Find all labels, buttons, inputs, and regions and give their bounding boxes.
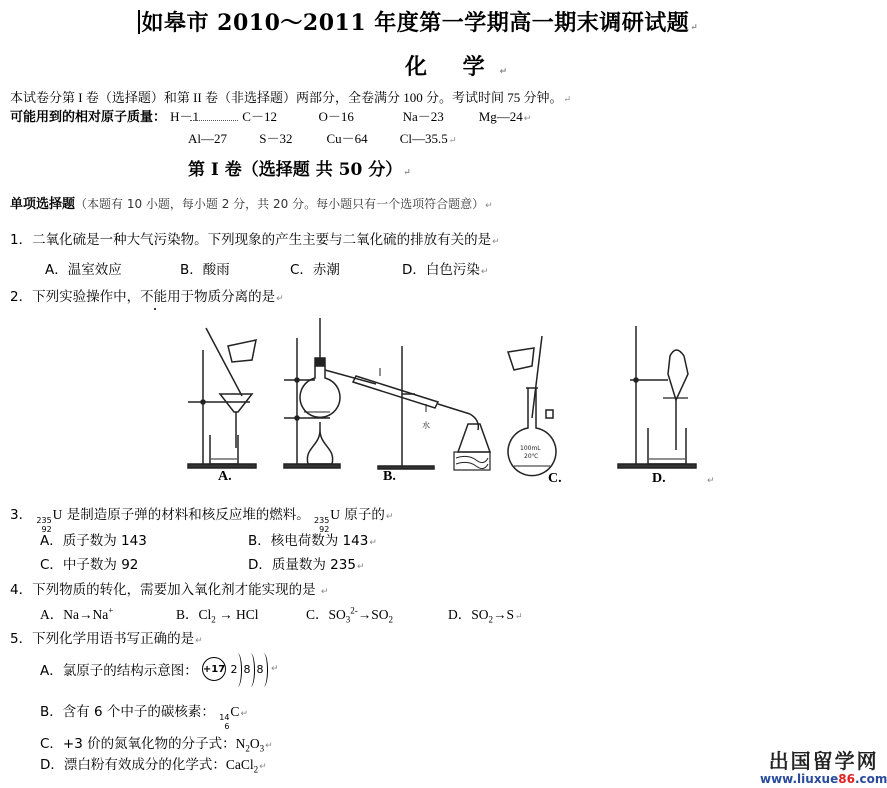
paragraph-mark-icon: ↵	[271, 664, 279, 674]
figure-label-b: B.	[383, 469, 396, 484]
isotope-mass: 14	[219, 713, 230, 722]
option-a-label: A．氯原子的结构示意图：	[40, 663, 198, 679]
paragraph-mark-icon: ↵	[259, 762, 267, 772]
figure-label-c: C.	[548, 471, 562, 486]
option-d: D．白色污染	[402, 262, 480, 278]
isotope-symbol: U	[330, 507, 341, 522]
option-b-label: B．含有 6 个中子的碳核素：	[40, 704, 215, 720]
separatory-funnel-icon	[618, 326, 696, 468]
paragraph-mark-icon: ↵	[320, 587, 329, 597]
question-number: 2．	[10, 289, 33, 305]
isotope-atomic: 6	[224, 722, 230, 731]
option-c-label: C．+3 价的氮氧化物的分子式：	[40, 736, 236, 752]
mass-na: Na－23	[402, 109, 444, 124]
water-label: 水	[422, 421, 430, 430]
paragraph-mark-icon: ↵	[276, 294, 284, 304]
question-2	[10, 285, 284, 305]
paragraph-mark-icon: ↵	[523, 114, 532, 124]
paragraph-mark-icon: ↵	[265, 741, 273, 751]
dotted-underline	[190, 119, 238, 121]
paragraph-mark-icon: ↵	[240, 709, 248, 719]
question-number: 4．	[10, 582, 33, 598]
atomic-masses-row-1	[10, 106, 531, 125]
question-3-options-row-1	[40, 529, 377, 549]
option-b-post: → HCl	[215, 607, 259, 622]
paragraph-mark-icon: ↵	[385, 512, 394, 522]
option-c	[306, 603, 448, 625]
subscript: 2	[253, 764, 259, 775]
section-instruction	[10, 193, 493, 212]
mass-o: O－16	[318, 109, 354, 124]
question-5-option-c	[40, 732, 273, 754]
mass-c: C－12	[242, 109, 277, 124]
mass-h: H－1	[170, 109, 200, 124]
watermark-url	[760, 772, 887, 786]
question-stem-end: 原子的	[344, 507, 385, 523]
paragraph-mark-icon: ↵	[356, 562, 365, 572]
question-stem: 二氧化硫是一种大气污染物。下列现象的产生主要与二氧化硫的排放有关的是	[32, 232, 492, 248]
question-1	[10, 228, 500, 248]
question-5-option-b	[40, 700, 248, 731]
formula-cacl2	[225, 757, 259, 775]
paragraph-mark-icon: ↵	[515, 611, 523, 621]
mass-cl: Cl—35.5	[399, 131, 448, 146]
element: CaCl	[225, 757, 254, 772]
paragraph-mark-icon: ↵	[563, 94, 572, 104]
question-number: 3．	[10, 507, 33, 523]
option-a-text: A．Na→Na	[40, 607, 109, 622]
instruction-text: （本题有 10 小题，每小题 2 分，共 20 分。每小题只有一个选项符合题意）	[75, 197, 485, 211]
figure-label-d: D.	[652, 471, 666, 486]
question-stem: 是制造原子弹的材料和核反应堆的燃料。	[66, 507, 310, 523]
site-watermark-logo	[760, 750, 887, 786]
intro-text: 本试卷分第 I 卷（选择题）和第 II 卷（非选择题）两部分，全卷满分 100 分。考试时间 75 分钟。	[10, 90, 563, 105]
option-d-post: →S	[493, 607, 515, 622]
electron-shell: 8	[256, 662, 264, 676]
element: N	[235, 736, 246, 751]
subject-title-text: 化 学	[405, 55, 499, 80]
isotope-notation	[219, 713, 229, 731]
paragraph-mark-icon: ↵	[448, 135, 457, 145]
mass-al: Al—27	[188, 131, 227, 146]
atomic-masses-row-2	[188, 128, 456, 147]
mass-s: S－32	[259, 131, 293, 146]
mass-cu: Cu－64	[326, 131, 368, 146]
flask-volume-label: 100mL	[520, 445, 541, 452]
paragraph-mark-icon: ↵	[403, 168, 411, 178]
paragraph-mark-icon: ↵	[707, 476, 715, 486]
paragraph-mark-icon: ↵	[195, 636, 203, 646]
url-pre: www.liuxue	[760, 772, 839, 786]
question-3-options-row-2	[40, 553, 365, 573]
atom-nucleus: +17	[202, 657, 226, 681]
electron-shell: 8	[243, 662, 251, 676]
option-d	[448, 607, 515, 625]
paragraph-mark-icon: ↵	[480, 267, 489, 277]
url-accent: 86	[838, 772, 855, 786]
option-d-label: D．漂白粉有效成分的化学式：	[40, 757, 226, 773]
text-cursor	[138, 10, 140, 34]
lab-apparatus-figure	[180, 318, 720, 494]
option-b: B．核电荷数为 143	[248, 533, 369, 549]
option-a	[40, 603, 176, 623]
isotope-symbol: U	[52, 507, 63, 522]
subscript: 2	[388, 614, 394, 625]
subscript: 2	[245, 743, 250, 754]
isotope-mass: 235	[36, 516, 52, 525]
question-stem-emphasis: 不能	[140, 289, 168, 305]
formula-n2o3	[235, 736, 265, 754]
option-c-post: →SO	[357, 607, 389, 622]
lab-apparatus-illustration	[180, 318, 720, 494]
subscript: 3	[259, 743, 265, 754]
option-b	[176, 603, 306, 625]
exam-title	[138, 6, 698, 37]
subject-title	[405, 50, 521, 81]
subscript: 2	[488, 614, 494, 625]
url-post: .com	[854, 772, 887, 786]
filtration-apparatus-icon	[188, 328, 256, 468]
electron-shell: 2	[230, 662, 238, 676]
paragraph-mark-icon: ↵	[690, 23, 699, 33]
instruction-label: 单项选择题	[10, 197, 76, 212]
chlorine-atom-structure-diagram	[202, 657, 265, 681]
question-5-option-d	[40, 753, 267, 775]
element: O	[249, 736, 260, 751]
exam-intro	[10, 87, 571, 106]
subscript: 3	[345, 614, 351, 625]
option-a: A．质子数为 143	[40, 533, 147, 549]
atomic-masses-label: 可能用到的相对原子质量：	[10, 110, 167, 125]
paragraph-mark-icon: ↵	[499, 67, 522, 77]
option-d: D．质量数为 235	[248, 557, 356, 573]
question-stem: 下列化学用语书写正确的是	[32, 631, 195, 647]
question-stem: 下列物质的转化，需要加入氧化剂才能实现的是	[32, 582, 316, 598]
section-title-text: 第 I 卷（选择题 共 50 分）	[188, 160, 403, 180]
question-stem-pre: 下列实验操作中，	[32, 289, 141, 305]
distillation-apparatus-icon	[284, 318, 490, 470]
isotope-mass: 235	[314, 516, 330, 525]
isotope-symbol: C	[230, 704, 240, 719]
question-4-options	[40, 603, 523, 625]
superscript: 2-	[350, 605, 358, 616]
option-b-text: B．Cl	[176, 607, 212, 622]
option-c: C．中子数为 92	[40, 557, 139, 573]
watermark-name: 出国留学网	[768, 749, 879, 773]
mass-mg: Mg—24	[478, 109, 523, 124]
section-title	[188, 155, 411, 180]
question-4	[10, 578, 328, 598]
figure-label-a: A.	[218, 469, 232, 484]
exam-title-text: 如皋市 2010～2011 年度第一学期高一期末调研试题	[141, 10, 690, 36]
option-c-text: C．SO	[306, 607, 346, 622]
paragraph-mark-icon: ↵	[369, 538, 377, 548]
question-1-options	[45, 258, 488, 278]
question-5	[10, 627, 203, 647]
isotope-atomic: 92	[41, 525, 52, 534]
question-5-option-a	[40, 657, 279, 681]
question-stem-post: 用于物质分离的是	[167, 289, 276, 305]
flask-temp-label: 20℃	[524, 453, 539, 460]
option-d-text: D．SO	[448, 607, 489, 622]
superscript: +	[108, 605, 114, 616]
option-c: C．赤潮	[290, 262, 340, 278]
paragraph-mark-icon: ↵	[485, 201, 493, 211]
question-number: 5．	[10, 631, 33, 647]
isotope-atomic: 92	[319, 525, 330, 534]
question-number: 1．	[10, 232, 33, 248]
volumetric-flask-icon	[508, 336, 556, 476]
option-b: B．酸雨	[180, 262, 230, 278]
paragraph-mark-icon: ↵	[492, 237, 500, 247]
subscript: 2	[211, 614, 216, 625]
option-a: A．温室效应	[45, 262, 122, 278]
